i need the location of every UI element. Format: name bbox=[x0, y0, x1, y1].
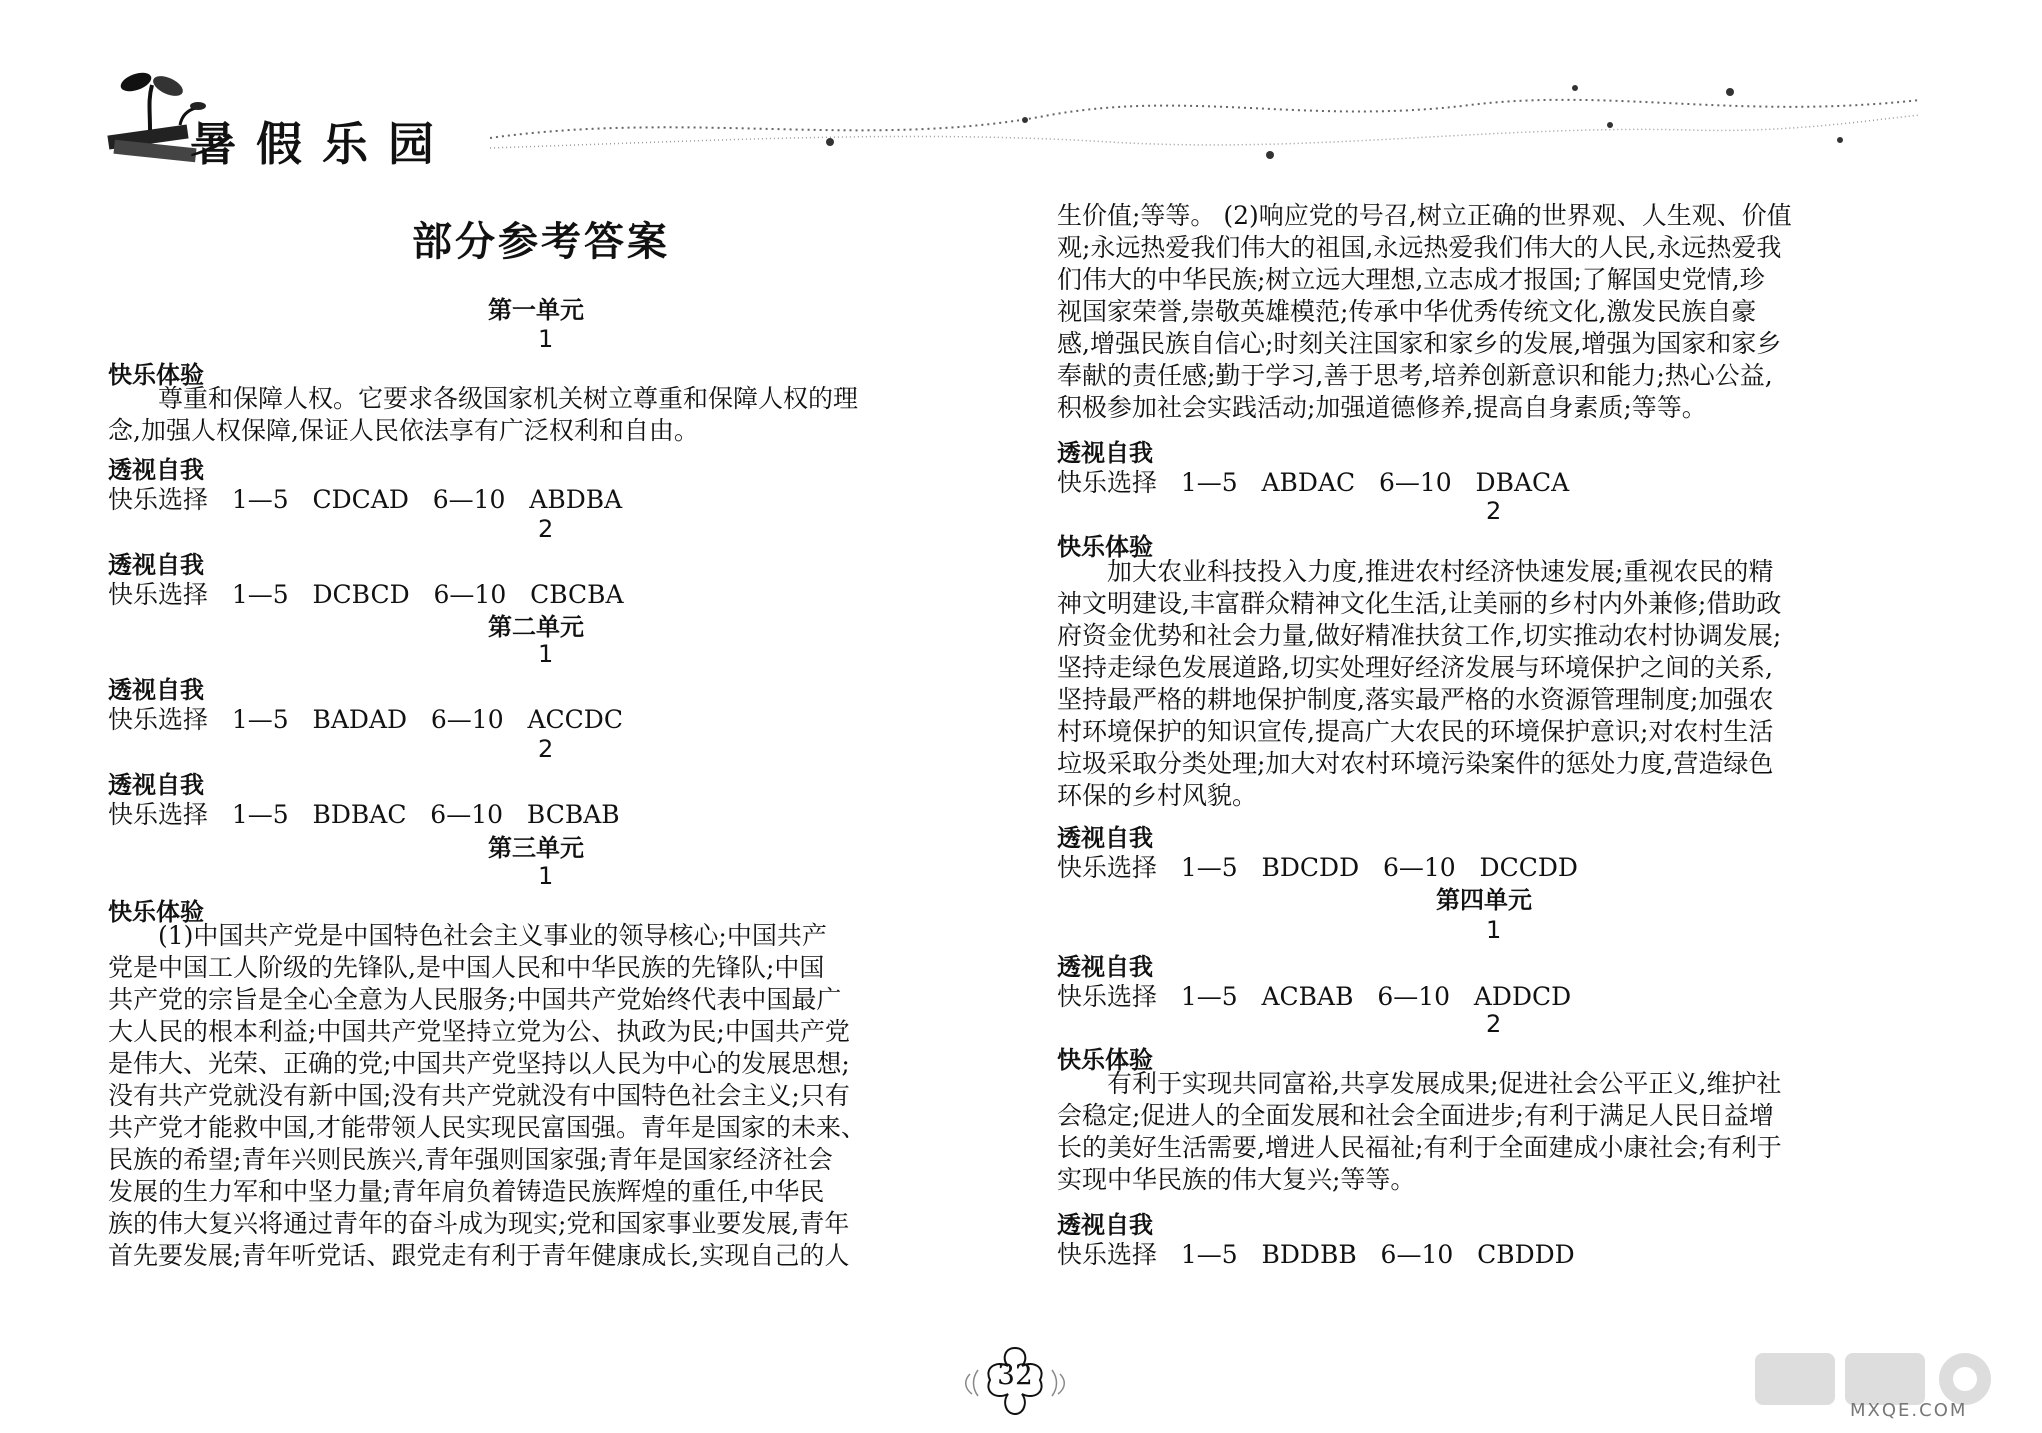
section-heading: 透视自我 bbox=[108, 551, 204, 579]
section-heading: 透视自我 bbox=[1057, 953, 1153, 981]
page-number: 32 bbox=[997, 1358, 1033, 1391]
choice-answers: 快乐选择 1—5 BADAD 6—10 ACCDC bbox=[108, 705, 623, 734]
section-heading: 快乐体验 bbox=[1057, 1046, 1153, 1074]
section-heading: 透视自我 bbox=[1057, 824, 1153, 852]
unit-heading: 第四单元 bbox=[1436, 886, 1532, 914]
section-number: 2 bbox=[538, 515, 554, 543]
page-number-badge bbox=[960, 1340, 1070, 1420]
unit-heading: 第二单元 bbox=[488, 613, 584, 641]
section-heading: 透视自我 bbox=[1057, 1211, 1153, 1239]
section-heading: 快乐体验 bbox=[108, 361, 204, 389]
choice-answers: 快乐选择 1—5 ACBAB 6—10 ADDCD bbox=[1057, 982, 1572, 1011]
choice-answers: 快乐选择 1—5 CDCAD 6—10 ABDBA bbox=[108, 485, 623, 514]
page-header bbox=[0, 0, 2042, 200]
choice-answers: 快乐选择 1—5 BDDBB 6—10 CBDDD bbox=[1057, 1240, 1575, 1269]
unit-heading: 第三单元 bbox=[488, 834, 584, 862]
header-title: 暑假乐园 bbox=[190, 117, 454, 171]
answer-paragraph: 加大农业科技投入力度,推进农村经济快速发展;重视农民的精 神文明建设,丰富群众精神文化生活,让美丽的乡村内外兼修;借助政 府资金优势和社会力量,做好精准扶贫工作,切实推动农村协调发展; 坚持走绿色发展道路,切实处理好经济发展与环境保护之间的关系, 坚持最严格的耕地保护制度,落实最严格的水资源管理制度;加强农 村环境保护的知识宣传,提高广大农民的环境保护意识;对农村生活 垃圾采取分类处理;加大对农村环境污染案件的惩处力度,营造绿色 环保的乡村风貌。 bbox=[1057, 557, 1782, 810]
page-title: 部分参考答案 bbox=[412, 219, 670, 265]
section-number: 1 bbox=[538, 862, 554, 890]
answer-paragraph: 尊重和保障人权。它要求各级国家机关树立尊重和保障人权的理 念,加强人权保障,保证人民依法享有广泛权利和自由。 bbox=[108, 384, 859, 445]
section-number: 1 bbox=[538, 640, 554, 668]
section-heading: 透视自我 bbox=[108, 771, 204, 799]
watermark-text: MXQE.COM bbox=[1850, 1400, 1968, 1421]
answer-paragraph: (1)中国共产党是中国特色社会主义事业的领导核心;中国共产 党是中国工人阶级的先锋队,是中国人民和中华民族的先锋队;中国 共产党的宗旨是全心全意为人民服务;中国共产党始终代表中国最广 大人民的根本利益;中国共产党坚持立党为公、执政为民;中国共产党 是伟大、光荣、正确的党;中国共产党坚持以人民为中心的发展思想; 没有共产党就没有新中国;没有共产党就没有中国特色社会主义;只有 共产党才能救中国,才能带领人民实现民富国强。青年是国家的未来、 民族的希望;青年兴则民族兴,青年强则国家强;青年是国家经济社会 发展的生力军和中坚力量;青年肩负着铸造民族辉煌的重任,中华民 族的伟大复兴将通过青年的奋斗成为现实;党和国家事业要发展,青年 首先要发展;青年听党话、跟党走有利于青年健康成长,实现自己的人 bbox=[108, 921, 866, 1270]
section-number: 1 bbox=[538, 325, 554, 353]
section-heading: 快乐体验 bbox=[1057, 533, 1153, 561]
unit-heading: 第一单元 bbox=[488, 296, 584, 324]
section-heading: 透视自我 bbox=[108, 676, 204, 704]
choice-answers: 快乐选择 1—5 BDCDD 6—10 DCCDD bbox=[1057, 853, 1578, 882]
section-heading: 透视自我 bbox=[108, 456, 204, 484]
decorative-swirl-line bbox=[490, 70, 1920, 180]
section-number: 2 bbox=[1486, 1010, 1502, 1038]
choice-answers: 快乐选择 1—5 BDBAC 6—10 BCBAB bbox=[108, 800, 620, 829]
choice-answers: 快乐选择 1—5 ABDAC 6—10 DBACA bbox=[1057, 468, 1570, 497]
section-number: 1 bbox=[1486, 916, 1502, 944]
section-heading: 透视自我 bbox=[1057, 439, 1153, 467]
answer-paragraph: 生价值;等等。 (2)响应党的号召,树立正确的世界观、人生观、价值 观;永远热爱我们伟大的祖国,永远热爱我们伟大的人民,永远热爱我 们伟大的中华民族;树立远大理想,立志成才报国;了解国史党情,珍 视国家荣誉,崇敬英雄模范;传承中华优秀传统文化,激发民族自豪 感,增强民族自信心;时刻关注国家和家乡的发展,增强为国家和家乡 奉献的责任感;勤于学习,善于思考,培养创新意识和能力;热心公益, 积极参加社会实践活动;加强道德修养,提高自身素质;等等。 bbox=[1057, 201, 1792, 422]
answer-paragraph: 有利于实现共同富裕,共享发展成果;促进社会公平正义,维护社 会稳定;促进人的全面发展和社会全面进步;有利于满足人民日益增 长的美好生活需要,增进人民福祉;有利于全面建成小康社会;有利于 实现中华民族的伟大复兴;等等。 bbox=[1057, 1069, 1782, 1194]
section-number: 2 bbox=[538, 735, 554, 763]
section-heading: 快乐体验 bbox=[108, 898, 204, 926]
section-number: 2 bbox=[1486, 497, 1502, 525]
choice-answers: 快乐选择 1—5 DCBCD 6—10 CBCBA bbox=[108, 580, 624, 609]
